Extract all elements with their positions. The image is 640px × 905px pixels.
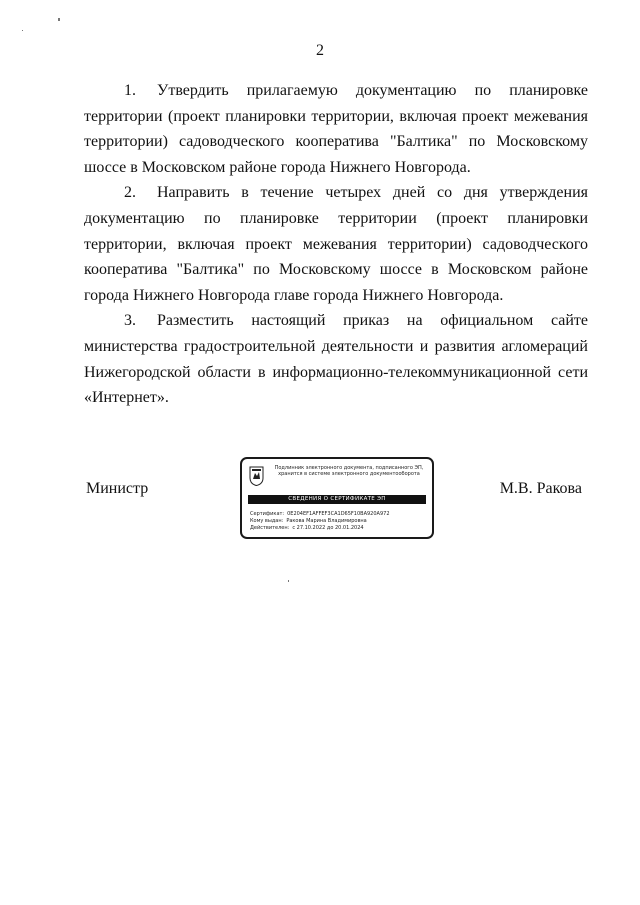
paragraph-text: Разместить настоящий приказ на официальном сайте министерства градостроительной деятельности и развития агломераций Нижегородской области в информационно-телекоммуникационной сети «Интернет». [84,312,588,407]
paragraph-number: 3. [124,312,136,330]
page-number: 2 [316,42,324,59]
certificate-value: 0E204EF1AFFEF3CA1D65F10BA920A972 [287,511,390,517]
coat-of-arms-icon [249,466,264,486]
scan-speck [288,580,289,582]
stamp-certificate-row [250,511,390,517]
document-body [84,78,588,411]
valid-label: Действителен: [250,525,290,531]
certificate-label: Сертификат: [250,511,285,517]
scan-speck [22,30,23,31]
e-signature-stamp [240,457,434,539]
signatory-title: Министр [86,480,149,497]
stamp-certificate-bar: СВЕДЕНИЯ О СЕРТИФИКАТЕ ЭП [248,495,426,504]
paragraph-number: 2. [124,184,136,202]
stamp-valid-row [250,525,364,531]
paragraph-1 [84,78,588,180]
paragraph-text: Утвердить прилагаемую документацию по планировке территории (проект планировки территории, включая проект межевания территории) садоводческого кооператива "Балтика" по Московскому шоссе в Московском районе города Нижнего Новгорода. [84,82,588,176]
paragraph-2 [84,180,588,308]
stamp-header: Подлинник электронного документа, подписанного ЭП, хранится в системе электронного документооборота [274,465,424,477]
paragraph-text: Направить в течение четырех дней со дня утверждения документацию по планировке территории (проект планировки территории, включая проект межевания территории) садоводческого кооператива "Балтика" по Московскому шоссе в Московском районе города Нижнего Новгорода главе города Нижнего Новгорода. [84,184,588,304]
signatory-name: М.В. Ракова [499,480,582,497]
paragraph-3 [84,308,588,410]
paragraph-number: 1. [124,82,136,99]
scan-speck [58,18,60,21]
valid-value: с 27.10.2022 до 20.01.2024 [292,525,364,531]
issued-value: Ракова Марина Владимировна [286,518,367,524]
stamp-issued-row [250,518,367,524]
issued-label: Кому выдан: [250,518,284,524]
